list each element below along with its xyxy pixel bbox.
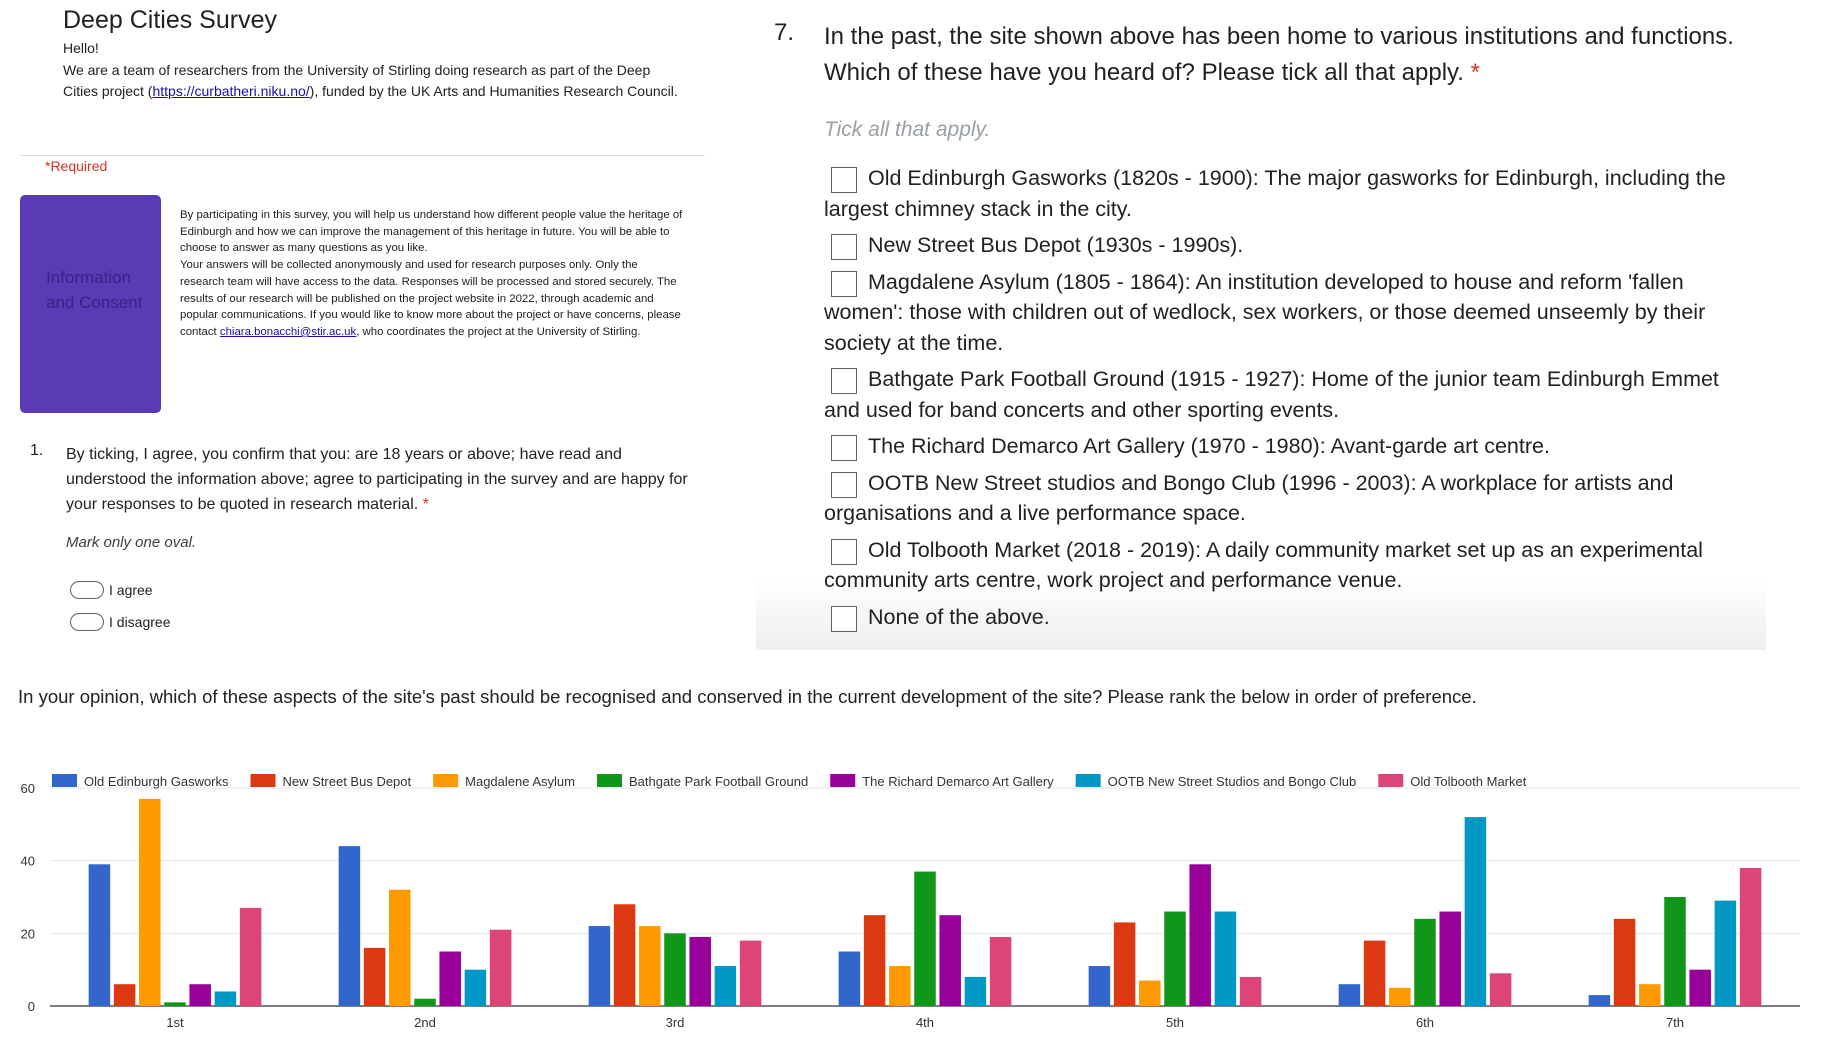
greeting: Hello! <box>63 40 99 56</box>
legend-swatch <box>251 774 276 787</box>
bar <box>240 908 262 1006</box>
bar <box>639 926 661 1006</box>
bar <box>914 872 936 1006</box>
y-tick-label: 60 <box>20 781 35 796</box>
x-tick-label: 4th <box>915 1015 935 1030</box>
legend-swatch <box>52 774 77 787</box>
bar <box>465 970 487 1006</box>
legend-label: The Richard Demarco Art Gallery <box>862 774 1054 789</box>
question-1-text: By ticking, I agree, you confirm that you: are 18 years or above; have read and understood the information above; agree to participating in the survey and are happy for your responses to be quoted in research material. * <box>66 446 688 513</box>
consent-paragraph-1: By participating in this survey, you will help us understand how different people value the heritage of Edinburgh and how we can improve the management of this heritage in future. You will be able to choose to answer as many questions as you like. <box>180 209 683 255</box>
bar <box>1240 977 1262 1006</box>
bar <box>1189 864 1211 1006</box>
bar <box>1490 973 1512 1006</box>
consent-paragraph-2: Your answers will be collected anonymously and used for research purposes only. Only the research team will have access to the data. Responses will be processed and stored securely. The results of our research will be published on the project website in 2022, through academic and popular communications. If you would like to know more about the project or have concerns, please contact chiara.bonacchi@stir.ac.uk, who coordinates the project at the University of Stirling. <box>180 259 681 338</box>
bar <box>689 937 711 1006</box>
question-1-hint: Mark only one oval. <box>66 534 197 551</box>
bar <box>1465 817 1487 1006</box>
legend-swatch <box>433 774 458 787</box>
required-asterisk: * <box>422 496 429 513</box>
bar <box>990 937 1012 1006</box>
checkbox[interactable] <box>831 368 857 394</box>
bar <box>339 846 361 1006</box>
bar <box>164 1002 186 1006</box>
bar <box>1389 988 1411 1006</box>
bar <box>939 915 961 1006</box>
bar <box>864 915 886 1006</box>
bar <box>1740 868 1762 1006</box>
option-bus-depot[interactable]: New Street Bus Depot (1930s - 1990s). <box>824 230 1754 261</box>
bar <box>439 952 461 1007</box>
bar <box>1689 970 1711 1006</box>
bar <box>1339 984 1361 1006</box>
contact-email-link[interactable]: chiara.bonacchi@stir.ac.uk <box>219 325 357 338</box>
legend-label: Old Edinburgh Gasworks <box>84 774 229 789</box>
bar <box>664 933 686 1006</box>
question-1-number: 1. <box>30 442 44 459</box>
chart-question: In your opinion, which of these aspects of the site's past should be recognised and conserved in the current development of the site? Please rank the below in order of preference. <box>18 686 1477 707</box>
checkbox[interactable] <box>831 271 857 297</box>
legend-label: New Street Bus Depot <box>282 774 412 789</box>
bar <box>889 966 911 1006</box>
bar <box>1664 897 1686 1006</box>
bar <box>1089 966 1111 1006</box>
agree-radio[interactable] <box>70 581 104 599</box>
bar <box>1364 941 1386 1006</box>
checkbox[interactable] <box>831 539 857 565</box>
x-tick-label: 3rd <box>665 1015 685 1030</box>
bar <box>715 966 737 1006</box>
bar <box>839 952 861 1007</box>
bar <box>1139 981 1161 1006</box>
bar <box>114 984 136 1006</box>
x-tick-label: 1st <box>166 1015 184 1030</box>
legend-swatch <box>1378 774 1403 787</box>
y-tick-label: 40 <box>20 853 35 869</box>
bar <box>1614 919 1636 1006</box>
bar <box>1639 984 1661 1006</box>
bar <box>139 799 161 1006</box>
option-none[interactable]: None of the above. <box>824 602 1754 633</box>
bar <box>414 999 436 1006</box>
legend-swatch <box>1076 774 1101 787</box>
option-tolbooth-market[interactable]: Old Tolbooth Market (2018 - 2019): A daily community market set up as an experimental community arts centre, work project and performance venue. <box>824 537 1703 592</box>
x-tick-label: 5th <box>1165 1015 1185 1030</box>
survey-title: Deep Cities Survey <box>63 6 277 34</box>
bar <box>1114 922 1136 1006</box>
required-note: *Required <box>45 158 108 174</box>
ranking-bar-chart <box>0 760 1845 1056</box>
y-tick-label: 0 <box>27 999 35 1014</box>
bar <box>1439 912 1461 1006</box>
option-ootb-bongo-club[interactable]: OOTB New Street studios and Bongo Club (1996 - 2003): A workplace for artists and organisations and a live performance space. <box>824 470 1674 525</box>
bar <box>1414 919 1436 1006</box>
x-tick-label: 7th <box>1665 1015 1685 1030</box>
bar <box>614 904 636 1006</box>
checkbox[interactable] <box>831 234 857 260</box>
bar <box>364 948 386 1006</box>
question-7-hint: Tick all that apply. <box>824 118 991 141</box>
agree-label: I agree <box>109 582 153 598</box>
x-tick-label: 2nd <box>414 1015 436 1030</box>
question-7-options <box>824 163 1754 638</box>
required-asterisk: * <box>1470 59 1480 86</box>
legend-swatch <box>597 774 622 787</box>
x-tick-label: 6th <box>1415 1015 1435 1030</box>
consent-description <box>180 207 685 341</box>
project-link[interactable]: https://curbatheri.niku.no/ <box>152 83 310 99</box>
section-divider <box>20 155 705 156</box>
bar <box>389 890 411 1006</box>
legend-label: Bathgate Park Football Ground <box>628 774 809 789</box>
consent-section-title: Information and Consent <box>46 268 143 312</box>
survey-intro <box>63 60 683 102</box>
bar <box>490 930 512 1006</box>
checkbox[interactable] <box>831 435 857 461</box>
disagree-radio[interactable] <box>70 613 104 631</box>
bar <box>89 864 111 1006</box>
question-7-text: In the past, the site shown above has been home to various institutions and functions. Which of these have you heard of? Please tick all that apply. * <box>824 23 1734 86</box>
bar <box>589 926 611 1006</box>
checkbox[interactable] <box>831 606 857 632</box>
intro-text-end: ), funded by the UK Arts and Humanities Research Council. <box>309 83 678 99</box>
legend-label: OOTB New Street Studios and Bongo Club <box>1107 774 1357 789</box>
legend-swatch <box>830 774 855 787</box>
legend-label: Magdalene Asylum <box>465 774 575 789</box>
bar <box>1589 995 1611 1006</box>
checkbox[interactable] <box>831 167 857 193</box>
intro-text-start: We are a team of researchers from the University of Stirling doing research as part of the Deep Cities project ( <box>63 62 651 99</box>
question-7-number: 7. <box>774 19 795 46</box>
bar <box>965 977 987 1006</box>
disagree-label: I disagree <box>109 614 171 630</box>
option-demarco-gallery[interactable]: The Richard Demarco Art Gallery (1970 - 1980): Avant-garde art centre. <box>824 431 1754 462</box>
bar <box>740 941 762 1006</box>
bar <box>215 991 237 1006</box>
bar <box>189 984 211 1006</box>
bar <box>1715 901 1737 1006</box>
checkbox[interactable] <box>831 472 857 498</box>
legend-label: Old Tolbooth Market <box>1410 774 1527 789</box>
bar <box>1215 912 1237 1006</box>
option-gasworks[interactable]: Old Edinburgh Gasworks (1820s - 1900): The major gasworks for Edinburgh, including the largest chimney stack in the city. <box>824 166 1726 221</box>
y-tick-label: 20 <box>20 926 35 942</box>
option-bathgate-park[interactable]: Bathgate Park Football Ground (1915 - 1927): Home of the junior team Edinburgh Emmet and used for band concerts and other sporting events. <box>824 367 1719 422</box>
bar <box>1164 912 1186 1006</box>
option-magdalene-asylum[interactable]: Magdalene Asylum (1805 - 1864): An institution developed to house and reform 'fallen women': those with children out of wedlock, sex workers, or those deemed unseemly by their society at the time. <box>824 269 1706 355</box>
